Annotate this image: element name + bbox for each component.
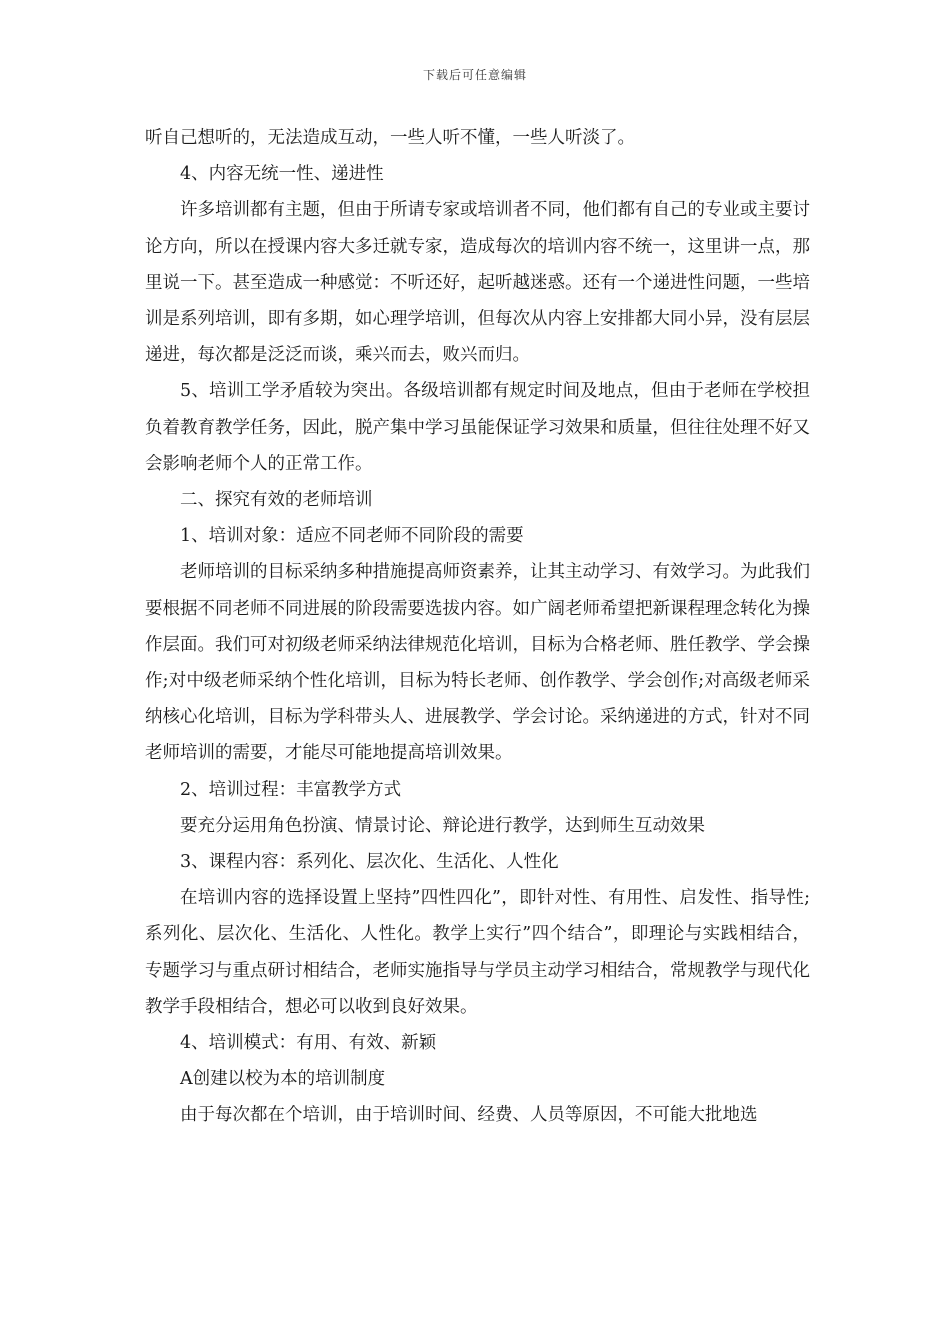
paragraph: 在培训内容的选择设置上坚持”四性四化”，即针对性、有用性、启发性、指导性;系列化、层次化、生活化、人性化。教学上实行”四个结合”，即理论与实践相结合，专题学习与重点研讨相结合，老师实施指导与学员主动学习相结合，常规教学与现代化教学手段相结合，想必可以收到良好效果。	[145, 888, 810, 1017]
section-heading: 2、培训过程：丰富教学方式	[180, 779, 402, 800]
paragraph: 许多培训都有主题，但由于所请专家或培训者不同，他们都有自己的专业或主要讨论方向，所以在授课内容大多迁就专家，造成每次的培训内容不统一，这里讲一点，那里说一下。甚至造成一种感觉：不听还好，起听越迷惑。还有一个递进性问题，一些培训是系列培训，即有多期，如心理学培训，但每次从内容上安排都大同小异，没有层层递进，每次都是泛泛而谈，乘兴而去，败兴而归。	[145, 200, 810, 366]
document-body	[145, 120, 810, 1134]
paragraph: 5、培训工学矛盾较为突出。各级培训都有规定时间及地点，但由于老师在学校担负着教育教学任务，因此，脱产集中学习虽能保证学习效果和质量，但往往处理不好又会影响老师个人的正常工作。	[145, 381, 810, 474]
section-heading: A创建以校为本的培训制度	[180, 1069, 386, 1090]
section-heading: 4、内容无统一性、递进性	[180, 164, 384, 185]
section-heading: 1、培训对象：适应不同老师不同阶段的需要	[180, 526, 524, 547]
section-heading: 3、课程内容：系列化、层次化、生活化、人性化	[180, 852, 559, 873]
paragraph: 由于每次都在个培训，由于培训时间、经费、人员等原因，不可能大批地选	[180, 1105, 758, 1126]
page-header: 下载后可任意编辑	[422, 68, 527, 82]
section-heading: 二、探究有效的老师培训	[180, 490, 373, 511]
paragraph: 听自己想听的，无法造成互动，一些人听不懂，一些人听淡了。	[145, 128, 635, 148]
paragraph: 要充分运用角色扮演、情景讨论、辩论进行教学，达到师生互动效果	[180, 815, 705, 836]
section-heading: 4、培训模式：有用、有效、新颖	[180, 1033, 437, 1054]
paragraph: 老师培训的目标采纳多种措施提高师资素养，让其主动学习、有效学习。为此我们要根据不同老师不同进展的阶段需要选拔内容。如广阔老师希望把新课程理念转化为操作层面。我们可对初级老师采纳法律规范化培训，目标为合格老师、胜任教学、学会操作;对中级老师采纳个性化培训，目标为特长老师、创作教学、学会创作;对高级老师采纳核心化培训，目标为学科带头人、进展教学、学会讨论。采纳递进的方式，针对不同老师培训的需要，才能尽可能地提高培训效果。	[145, 562, 810, 764]
